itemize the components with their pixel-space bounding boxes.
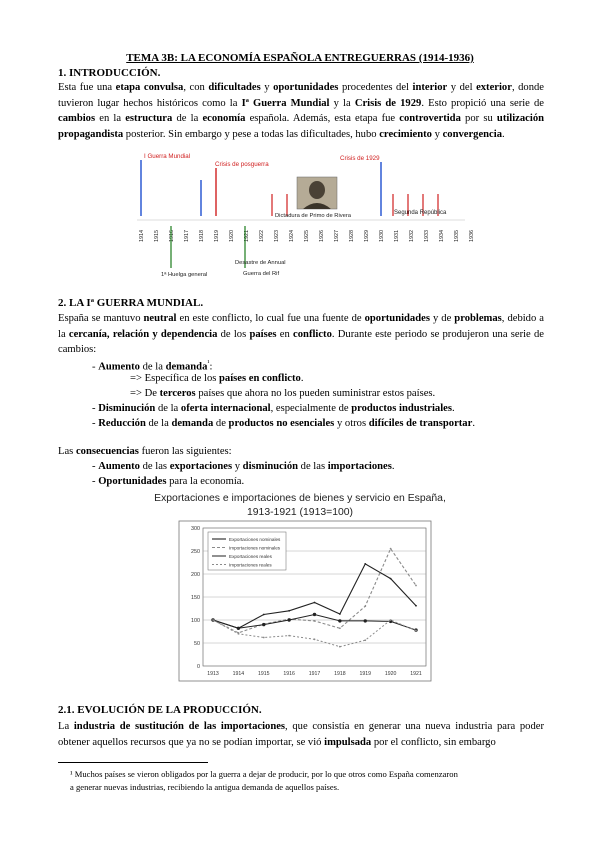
text-run: , debido a la (58, 313, 544, 340)
trade-line-chart (178, 520, 432, 682)
y-tick-label: 300 (191, 526, 200, 532)
timeline-year: 1921 (244, 230, 250, 242)
footnote-divider (58, 762, 208, 763)
text-run: utilización propagandista (58, 113, 545, 140)
timeline-year: 1922 (259, 230, 265, 242)
text-run: y la (329, 97, 355, 109)
text-run: procedentes del (338, 82, 413, 93)
text-run: exportaciones (169, 461, 233, 472)
text-run: en este conflicto, lo cual fue una fuente de (176, 313, 365, 324)
text-run: , que consistía en generar una nueva industria para poder obtener aquellos recursos que ya no se podían importar, se vió (58, 721, 544, 748)
consecuencias-intro (58, 444, 544, 460)
legend-label: Importaciones nominales (229, 545, 281, 551)
footnote-line-1: ¹ Muchos países se vieron obligados por la guerra a dejar de producir, por lo que otros como España comenzaron (70, 769, 458, 779)
timeline-year: 1918 (199, 230, 205, 242)
y-tick-label: 250 (191, 549, 200, 555)
timeline-year: 1930 (379, 230, 385, 242)
text-run: países en conflicto (219, 373, 301, 384)
timeline-year: 1936 (469, 230, 475, 242)
text-run: Crisis de 1929 (354, 97, 422, 109)
text-run: interior (412, 82, 448, 93)
produccion-paragraph (58, 719, 544, 750)
data-point (338, 619, 341, 622)
text-run: por el conflicto, sin embargo (371, 736, 496, 748)
text-run: . (300, 373, 304, 384)
label-huelga: 1ª Huelga general (161, 272, 208, 278)
text-run: dificultades (208, 82, 261, 93)
x-tick-label: 1916 (283, 671, 295, 677)
label-dictadura: Dictadura de Primo de Rivera (275, 213, 352, 219)
text-run: y (260, 82, 274, 93)
label-crisis29: Crisis de 1929 (340, 155, 380, 162)
x-tick-label: 1921 (410, 671, 422, 677)
data-point (262, 623, 265, 626)
timeline-year: 1933 (424, 230, 430, 242)
text-run: de las (139, 461, 170, 472)
text-run: española. Además, esta etapa fue (245, 113, 400, 125)
text-run: - (92, 476, 99, 487)
legend-label: Importaciones reales (229, 562, 272, 568)
text-run: Las (58, 446, 76, 457)
text-run: de las (298, 461, 328, 472)
text-run: demanda (165, 361, 208, 373)
x-tick-label: 1915 (257, 671, 270, 677)
bullet-reduccion-demanda (92, 416, 475, 432)
y-tick-label: 150 (191, 595, 200, 601)
data-point (237, 627, 240, 630)
data-point (263, 614, 265, 616)
document-title: TEMA 3B: LA ECONOMÍA ESPAÑOLA ENTREGUERRAS (1914-1936) (126, 52, 474, 64)
text-run: . Esto propició una serie de (421, 97, 544, 109)
data-point (364, 639, 366, 641)
text-run: Oportunidades (98, 476, 167, 487)
y-tick-label: 200 (191, 572, 200, 578)
chart-title: Exportaciones e importaciones de bienes y servicio en España, 1913-1921 (1913=100) (154, 493, 446, 518)
text-run: => Específica de los (130, 373, 220, 384)
section-heading-guerra: 2. LA Iª GUERRA MUNDIAL. (58, 297, 204, 309)
data-point (313, 613, 316, 616)
timeline-year: 1923 (274, 230, 280, 242)
text-run: España se mantuvo (58, 313, 144, 324)
text-run: en (276, 328, 294, 340)
timeline-year: 1934 (439, 230, 445, 242)
label-crisis-posguerra: Crisis de posguerra (215, 161, 269, 168)
data-point (288, 610, 290, 612)
data-point (314, 620, 316, 622)
text-run: - (92, 418, 99, 429)
text-run: de la (172, 113, 203, 125)
text-run: Esta fue una (58, 82, 116, 93)
text-run: impulsada (324, 736, 372, 748)
section-heading-introduccion: 1. INTRODUCCIÓN. (58, 67, 161, 79)
label-rif: Guerra del Rif (243, 271, 280, 277)
bullet-oportunidades (92, 474, 244, 490)
intro-paragraph (58, 80, 544, 142)
text-run: fueron las siguientes: (138, 446, 232, 457)
data-point (212, 619, 214, 621)
text-run: => De (130, 388, 160, 399)
text-run: , especialmente de (270, 403, 352, 414)
text-run: productos industriales (351, 403, 452, 414)
text-run: , donde tuvieron lugar hechos históricos como la (58, 82, 544, 109)
data-point (314, 638, 316, 640)
data-point (415, 630, 417, 632)
text-run: y del (447, 82, 477, 93)
text-run: controvertida (399, 113, 461, 125)
text-run: disminución (242, 461, 299, 472)
timeline-year: 1931 (394, 230, 400, 242)
legend-label: Exportaciones nominales (229, 536, 281, 542)
y-tick-label: 100 (191, 618, 200, 624)
timeline-year: 1924 (289, 230, 295, 242)
data-point (339, 613, 341, 615)
text-run: Disminución (98, 403, 156, 414)
sub-bullet-especifica (130, 371, 304, 387)
x-tick-label: 1917 (308, 671, 321, 677)
bullet-disminucion-oferta (92, 401, 455, 417)
text-run: difíciles de transportar (368, 418, 473, 429)
text-run: consecuencias (75, 446, 139, 457)
data-point (237, 633, 239, 635)
text-run: importaciones (327, 461, 392, 472)
text-run: países (249, 328, 277, 340)
timeline-year: 1932 (409, 230, 415, 242)
data-point (364, 563, 366, 565)
timeline-year: 1925 (304, 230, 310, 242)
timeline-year: 1916 (169, 230, 175, 242)
text-run: estructura (125, 113, 173, 125)
timeline-year: 1929 (364, 230, 370, 242)
footnote-line-2: a generar nuevas industrias, recibiendo la antigua demanda de aquellos países. (70, 782, 340, 792)
text-run: problemas (454, 313, 502, 324)
timeline-year: 1917 (184, 230, 190, 242)
text-run: en la (95, 113, 126, 125)
x-tick-label: 1914 (232, 671, 245, 677)
label-republica: Segunda República (394, 210, 447, 216)
text-run: demanda (171, 418, 214, 429)
text-run: conflicto (293, 328, 332, 340)
text-run: . Durante este periodo se produjeron una serie de cambios: (58, 328, 544, 356)
text-run: economía (202, 113, 246, 125)
data-point (364, 605, 366, 607)
text-run: productos no esenciales (228, 418, 335, 429)
text-run: etapa convulsa (115, 82, 184, 93)
data-point (339, 646, 341, 648)
text-run: oportunidades (364, 313, 430, 324)
x-tick-label: 1920 (384, 671, 397, 677)
text-run: - (92, 403, 99, 414)
text-run: para la economía. (166, 476, 245, 487)
data-point (390, 578, 392, 580)
x-tick-label: 1918 (334, 671, 346, 677)
text-run: - (92, 461, 99, 472)
data-point (287, 618, 290, 621)
section-heading-produccion: 2.1. EVOLUCIÓN DE LA PRODUCCIÓN. (58, 704, 262, 716)
label-annual: Desastre de Annual (235, 260, 286, 266)
data-point (263, 637, 265, 639)
guerra-paragraph (58, 311, 544, 358)
x-tick-label: 1919 (359, 671, 372, 677)
text-run: industria de sustitución de las importaciones (73, 721, 286, 732)
timeline-year: 1914 (139, 230, 145, 242)
text-run: . (391, 461, 395, 472)
sub-bullet-terceros (130, 386, 435, 402)
text-run: y otros (334, 418, 369, 429)
text-run: de la (139, 361, 166, 373)
data-point (415, 585, 417, 587)
y-tick-label: 50 (194, 641, 200, 647)
text-run: ¹ (207, 359, 210, 367)
text-run: Aumento (98, 361, 140, 373)
data-point (314, 602, 316, 604)
data-point (288, 635, 290, 637)
timeline-year: 1915 (154, 230, 160, 242)
data-point (364, 619, 367, 622)
text-run: Reducción (98, 418, 146, 429)
text-run: posterior. Sin embargo y pese a todas las dificultades, hubo (123, 128, 380, 140)
data-point (390, 548, 392, 550)
text-run: exterior (476, 82, 512, 93)
text-run: . (472, 418, 475, 429)
text-run: oportunidades (273, 82, 339, 93)
text-run: y (232, 461, 243, 472)
y-tick-label: 0 (197, 664, 200, 670)
x-tick-label: 1913 (207, 671, 219, 677)
text-run: La (58, 721, 74, 732)
timeline-year: 1928 (349, 230, 355, 242)
text-run: terceros (159, 388, 196, 399)
text-run: de la (145, 418, 172, 429)
text-run: de la (155, 403, 181, 414)
text-run: convergencia (442, 128, 503, 140)
text-run: países que ahora no los pueden suministrar estos países. (195, 388, 436, 399)
text-run: y de (429, 313, 455, 324)
text-run: de (213, 418, 229, 429)
timeline-year: 1919 (214, 230, 220, 242)
text-run: , con (183, 82, 209, 93)
text-run: : (209, 361, 213, 373)
timeline-year: 1927 (334, 230, 340, 242)
text-run: por su (460, 113, 497, 125)
timeline-figure (135, 150, 475, 280)
data-point (339, 627, 341, 629)
timeline-year: 1935 (454, 230, 460, 242)
timeline-year: 1926 (319, 230, 325, 242)
bullet-exportaciones (92, 459, 395, 475)
text-run: crecimiento (379, 128, 432, 140)
text-run: neutral (143, 313, 177, 324)
text-run: . (502, 128, 505, 140)
text-run: cambios (58, 113, 96, 125)
text-run: - (92, 361, 99, 373)
label-ww1: I Guerra Mundial (144, 153, 191, 160)
text-run: . (451, 403, 455, 414)
timeline-year: 1920 (229, 230, 235, 242)
data-point (390, 619, 392, 621)
text-run: Aumento (98, 461, 140, 472)
text-run: y (431, 128, 443, 140)
text-run: de los (217, 328, 250, 340)
text-run: cercanía, relación y dependencia (68, 328, 218, 340)
text-run: oferta internacional (180, 403, 271, 414)
legend-label: Exportaciones reales (229, 553, 272, 559)
data-point (415, 605, 417, 607)
text-run: Iª Guerra Mundial (241, 97, 330, 109)
